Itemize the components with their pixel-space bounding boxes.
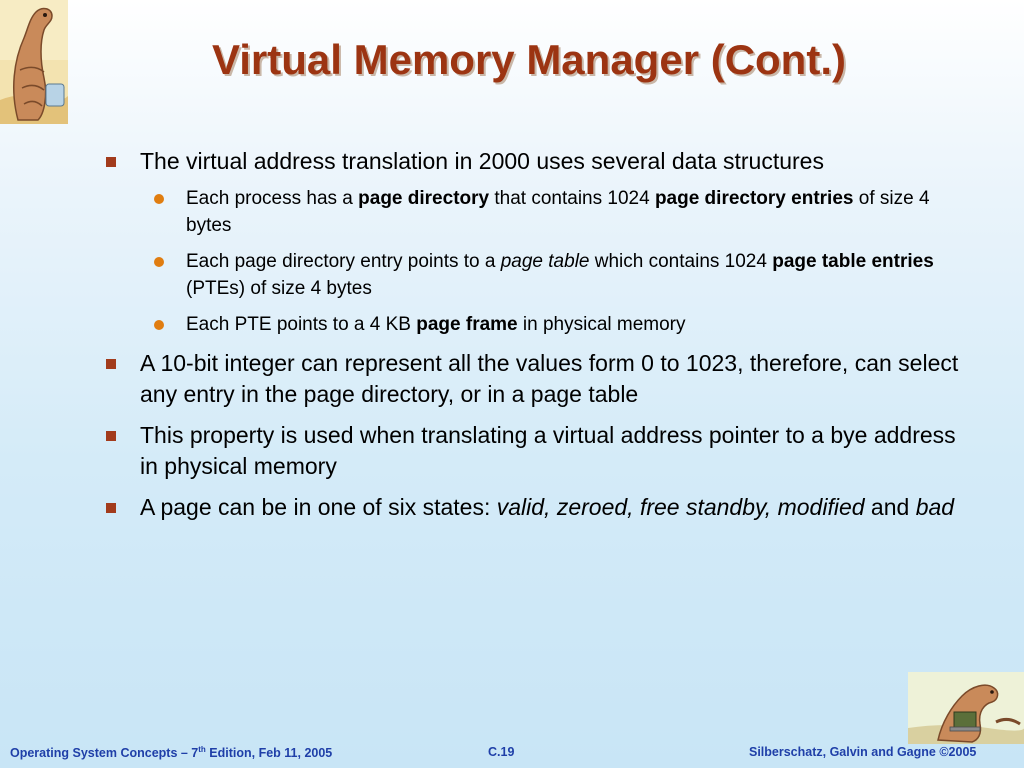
bullet-item	[104, 492, 964, 523]
round-bullet-icon	[154, 257, 164, 267]
bullet-item	[104, 146, 964, 338]
slide-title: Virtual Memory Manager (Cont.)	[212, 36, 846, 83]
sub-bullet-item	[104, 311, 964, 338]
sub-bullet-item	[104, 185, 964, 239]
square-bullet-icon	[106, 157, 116, 167]
round-bullet-icon	[154, 320, 164, 330]
bullet-text: This property is used when translating a virtual address pointer to a bye address in physical memory	[140, 422, 956, 479]
slide-body	[104, 146, 964, 533]
bullet-item	[104, 420, 964, 482]
sub-bullet-text: Each process has a page directory that contains 1024 page directory entries of size 4 bytes	[186, 188, 930, 236]
footer-copyright: Silberschatz, Galvin and Gagne ©2005	[749, 745, 977, 759]
sub-bullet-text: Each PTE points to a 4 KB page frame in physical memory	[186, 314, 686, 335]
footer-page-number: C.19	[488, 745, 515, 759]
footer-book-title: Operating System Concepts – 7th Edition, Feb 11, 2005	[10, 745, 333, 760]
sub-bullet-item	[104, 248, 964, 302]
round-bullet-icon	[154, 194, 164, 204]
square-bullet-icon	[106, 503, 116, 513]
dinosaur-laptop-icon	[908, 672, 1024, 744]
bullet-text: A 10-bit integer can represent all the values form 0 to 1023, therefore, can select any entry in the page directory, or in a page table	[140, 350, 959, 407]
sub-bullet-text: Each page directory entry points to a page table which contains 1024 page table entries (PTEs) of size 4 bytes	[186, 251, 934, 299]
bullet-item	[104, 348, 964, 410]
bullet-text: The virtual address translation in 2000 uses several data structures	[140, 148, 824, 174]
bullet-text: A page can be in one of six states: valid, zeroed, free standby, modified and bad	[140, 494, 955, 520]
square-bullet-icon	[106, 359, 116, 369]
square-bullet-icon	[106, 431, 116, 441]
